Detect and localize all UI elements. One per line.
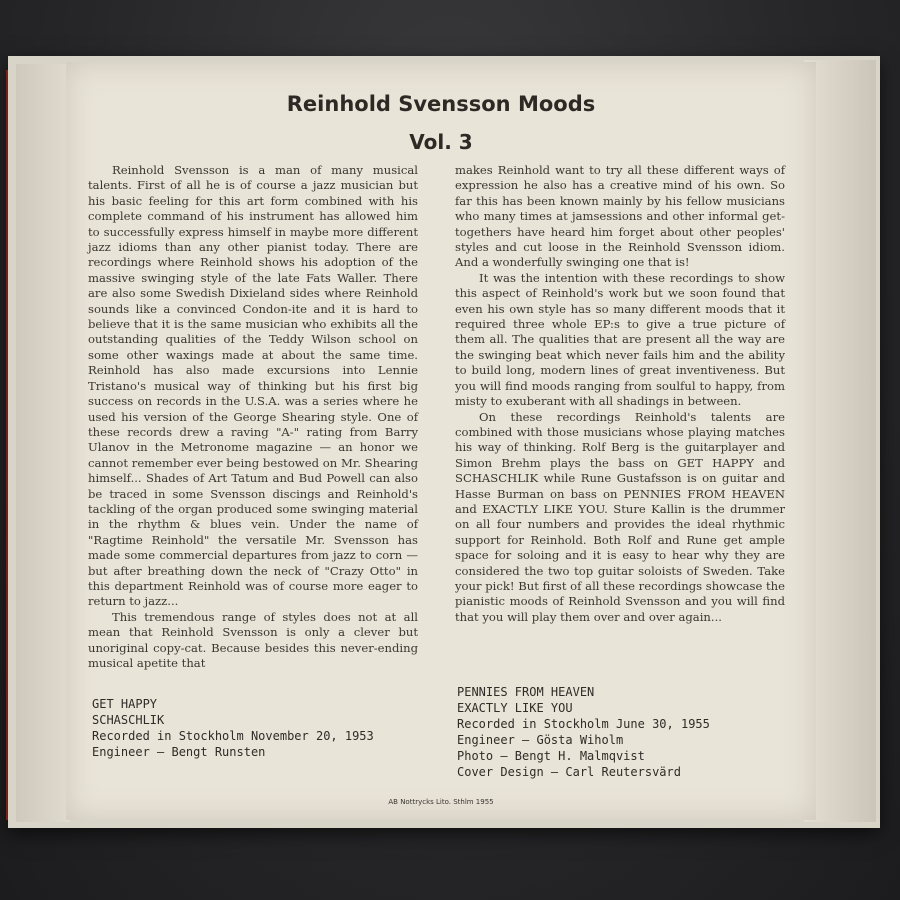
photo-credit: Photo — Bengt H. Malmqvist [457,749,645,763]
liner-paragraph: makes Reinhold want to try all these different ways of expression he also has a creative mind of his own. So far this has been known mainly by his fellow musicians who many times at jamsessions and other informal get-togethers have heard him forget about other peoples' styles and cut loose in the Reinhold Svensson idiom. And a wonderfully swinging one that is! [455,163,785,270]
recording-info: Recorded in Stockholm November 20, 1953 [92,729,374,743]
liner-paragraph: It was the intention with these recordings to show this aspect of Reinhold's work but we soon found that even his own style has so many different moods that it required three whole EP:s to give a true picture of them all. The qualities that are present all the way are the swinging beat which never fails him and the ability to build long, modern lines of great inventiveness. But you will find moods ranging from soulful to happy, from misty to exuberant with all shadings in between. [455,270,785,409]
engineer-credit: Engineer — Gösta Wiholm [457,733,624,747]
liner-paragraph: On these recordings Reinhold's talents are combined with those musicians whose playing matches his way of thinking. Rolf Berg is the guitarplayer and Simon Brehm plays the bass on GET HAPPY and SCHASCHLIK while Rune Gustafsson is on guitar and Hasse Burman on bass on PENNIES FROM HEAVEN and EXACTLY LIKE YOU. Sture Kallin is the drummer on all four numbers and provides the ideal rhythmic support for Reinhold. Both Rolf and Rune get ample space for soloing and it is easy to hear why they are considered the two top guitar soloists of Sweden. Take your pick! But first of all these recordings showcase the pianistic moods of Reinhold Svensson and you will find that you will play them over and over again... [455,409,785,624]
track-title: PENNIES FROM HEAVEN [457,685,595,699]
liner-notes-right-column [455,163,785,625]
track-title: GET HAPPY [92,697,158,711]
side-b-credits [457,684,797,780]
printer-imprint: AB Nottrycks Lito. Sthlm 1955 [388,798,494,806]
sleeve-left-flap [16,64,70,822]
cover-design-credit: Cover Design — Carl Reutersvärd [457,765,681,779]
engineer-credit: Engineer — Bengt Runsten [92,745,266,759]
track-title: EXACTLY LIKE YOU [457,701,573,715]
liner-paragraph: Reinhold Svensson is a man of many musical talents. First of all he is of course a jazz musician but his basic feeling for this art form combined with his complete command of his instrument has allowed him to successfully express himself in maybe more different jazz idioms than any other pianist today. There are recordings where Reinhold shows his adoption of the massive swinging style of the late Fats Waller. There are also some Swedish Dixieland sides where Reinhold sounds like a convinced Condon-ite and it is hard to believe that it is the same musician who exhibits all the outstanding qualities of the Teddy Wilson school on some other waxings made at about the same time. Reinhold has also made excursions into Lennie Tristano's musical way of thinking but his first big success on records in the U.S.A. was a series where he used his version of the George Shearing style. One of these records drew a raving "A-" rating from Barry Ulanov in the Metronome magazine — an honor we cannot remember ever being bestowed on Mr. Shearing himself... Shades of Art Tatum and Bud Powell can also be traced in some Svensson discings and Reinhold's tackling of the organ produced some swinging material in the rhythm & blues vein. Under the name of "Ragtime Reinhold" the versatile Mr. Svensson has made some commercial departures from jazz to corn — but after breathing down the neck of "Crazy Otto" in this department Reinhold was of course more eager to return to jazz... [88,163,418,609]
track-title: SCHASCHLIK [92,713,165,727]
album-volume: Vol. 3 [409,130,473,154]
recording-info: Recorded in Stockholm June 30, 1955 [457,717,710,731]
liner-notes-left-column [88,163,418,671]
album-title: Reinhold Svensson Moods [286,92,596,116]
liner-paragraph: This tremendous range of styles does not at all mean that Reinhold Svensson is only a clever but unoriginal copy-cat. Because besides this never-ending musical apetite that [88,609,418,670]
side-a-credits [92,696,432,760]
